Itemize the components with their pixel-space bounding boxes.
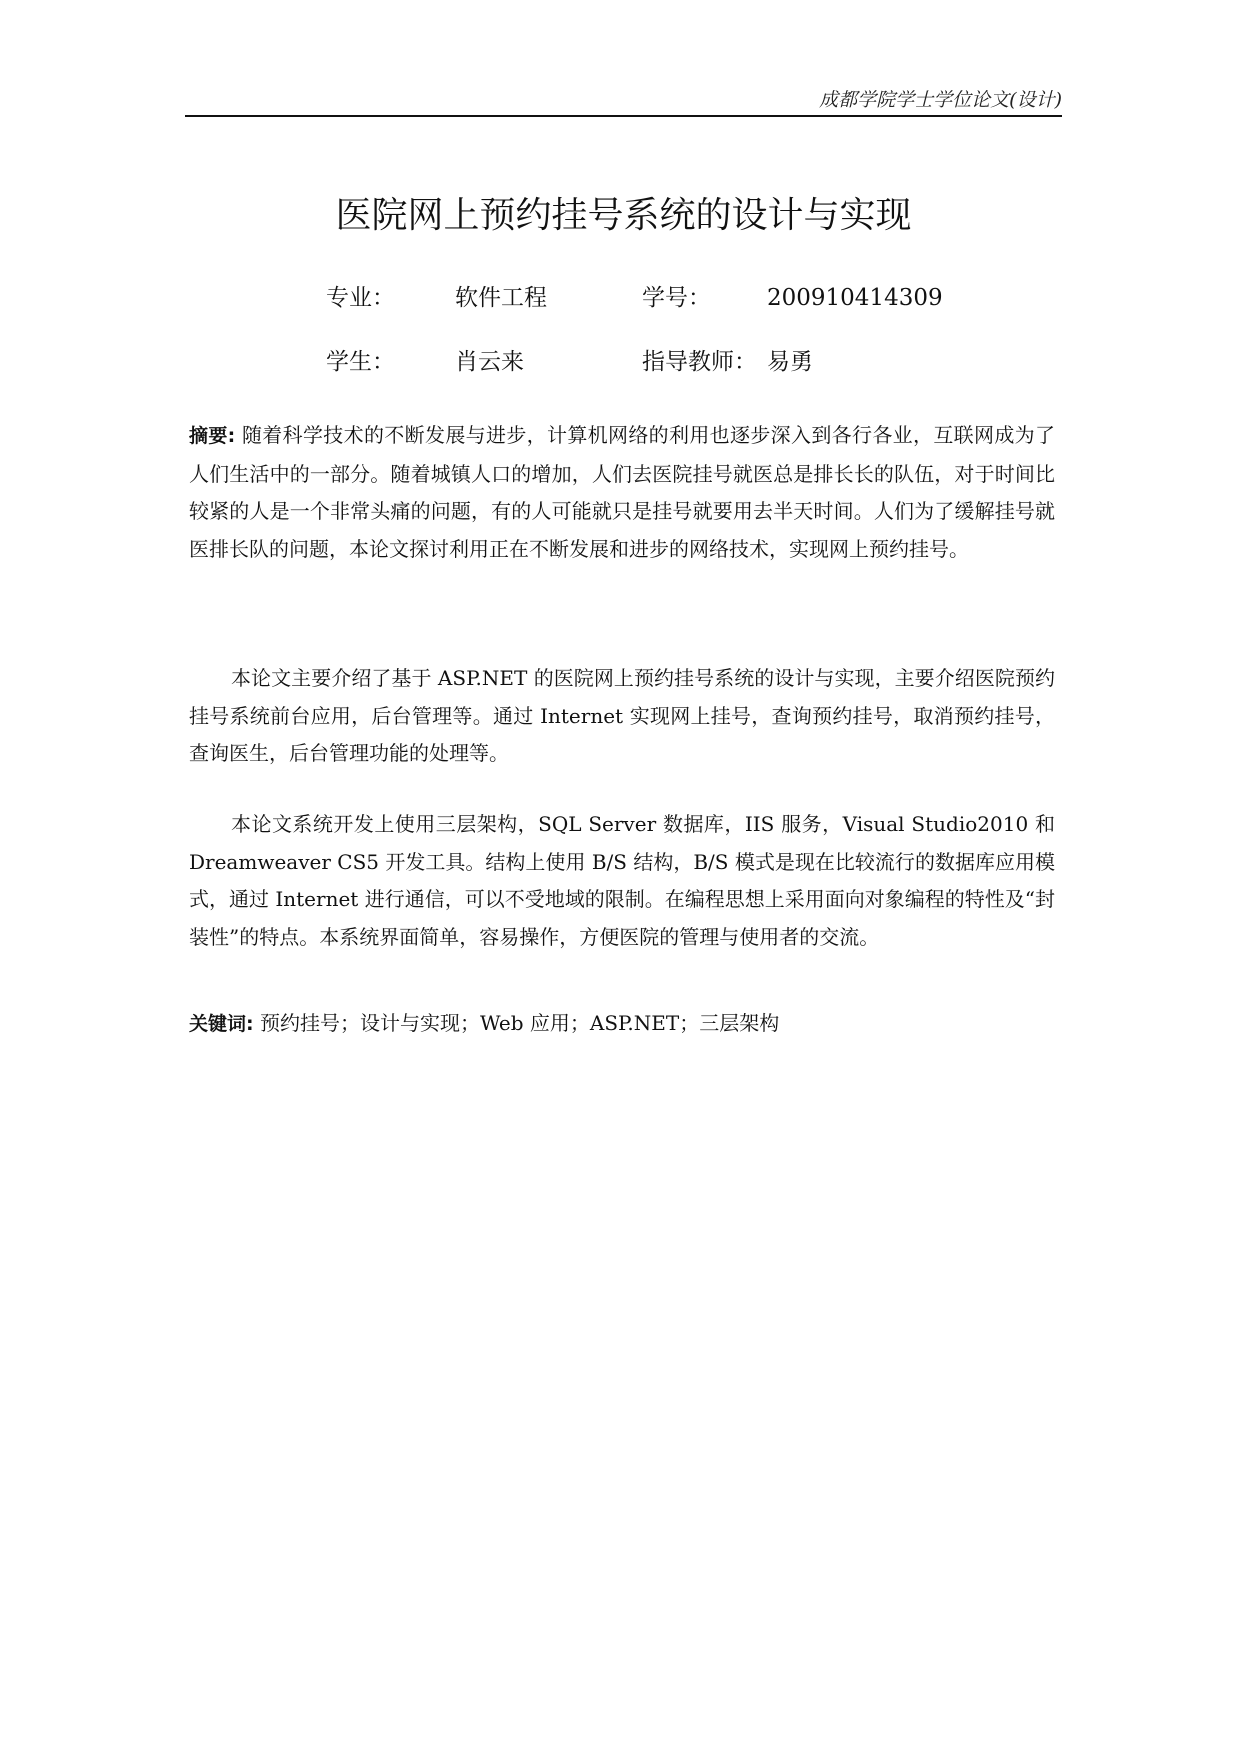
keywords-line: [189, 1005, 1055, 1044]
student-value: 肖云来: [455, 349, 524, 375]
abstract-text: 随着科学技术的不断发展与进步，计算机网络的利用也逐步深入到各行各业，互联网成为了人们生活中的一部分。随着城镇人口的增加，人们去医院挂号就医总是排长长的队伍，对于时间比较紧的人是一个非常头痛的问题，有的人可能就只是挂号就要用去半天时间。人们为了缓解挂号就医排长队的问题，本论文探讨利用正在不断发展和进步的网络技术，实现网上预约挂号。: [189, 423, 1056, 561]
abstract-paragraph-3: [189, 806, 1055, 956]
info-row-student: [0, 345, 1241, 379]
student-id-value: 200910414309: [767, 285, 943, 311]
running-header: 成都学院学士学位论文(设计): [819, 89, 1062, 111]
info-row-major: [0, 281, 1241, 315]
abstract-paragraph-3-text: 本论文系统开发上使用三层架构，SQL Server 数据库，IIS 服务，Visual Studio2010 和 Dreamweaver CS5 开发工具。结构上使用 B/S 结构，B/S 模式是现在比较流行的数据库应用模式，通过 Internet 进行通信，可以不受地域的限制。在编程思想上采用面向对象编程的特性及“封装性”的特点。本系统界面简单，容易操作，方便医院的管理与使用者的交流。: [189, 812, 1055, 949]
major-label: 专业：: [326, 285, 395, 311]
abstract-paragraph-2-text: 本论文主要介绍了基于 ASP.NET 的医院网上预约挂号系统的设计与实现，主要介绍医院预约挂号系统前台应用，后台管理等。通过 Internet 实现网上挂号，查询预约挂号，取消预约挂号，查询医生，后台管理功能的处理等。: [189, 666, 1055, 765]
student-label: 学生：: [326, 349, 395, 375]
keywords-text: 预约挂号；设计与实现；Web 应用；ASP.NET；三层架构: [253, 1011, 780, 1035]
advisor-label: 指导教师：: [642, 349, 757, 375]
abstract-paragraph: [189, 417, 1055, 568]
abstract-paragraph-2: [189, 660, 1055, 773]
page-title: 医院网上预约挂号系统的设计与实现: [335, 195, 912, 236]
major-value: 软件工程: [455, 285, 547, 311]
student-id-label: 学号：: [642, 285, 711, 311]
abstract-label: 摘要:: [189, 425, 236, 447]
advisor-value: 易勇: [767, 349, 813, 375]
keywords-label: 关键词:: [189, 1013, 254, 1035]
header-rule: [185, 115, 1062, 117]
